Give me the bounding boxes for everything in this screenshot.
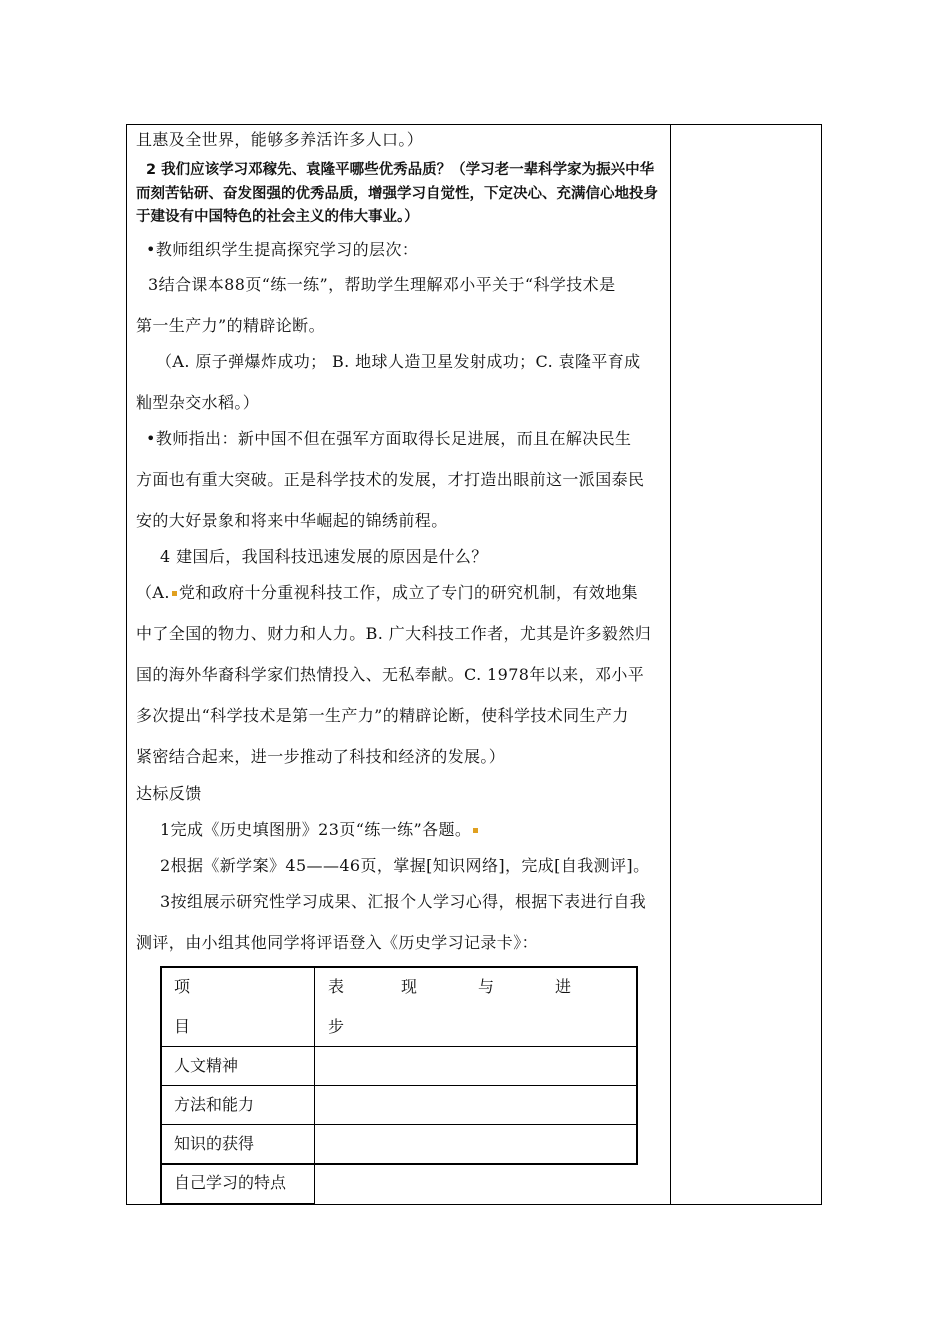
text-segment: 党和政府十分重视科技工作，成立了专门的研究机制，有效地集 — [178, 583, 639, 602]
table-row-label: 方法和能力 — [174, 1095, 255, 1114]
text-segment: （A. — [136, 583, 170, 602]
section-heading: 达标反馈 — [136, 784, 202, 803]
text-line — [160, 820, 480, 840]
answer-options: （A. 原子弹爆炸成功； B. 地球人造卫星发射成功；C. 袁隆平育成 — [156, 352, 641, 371]
header-performance: 与 — [478, 977, 495, 996]
text-line: 多次提出“科学技术是第一生产力”的精辟论断，使科学技术同生产力 — [136, 706, 629, 725]
table-row-label: 人文精神 — [174, 1056, 239, 1075]
table-border — [160, 1203, 315, 1205]
text-line: 3按组展示研究性学习成果、汇报个人学习心得，根据下表进行自我 — [160, 892, 647, 911]
table-border — [636, 966, 638, 1165]
text-line: •教师组织学生提高探究学习的层次： — [146, 240, 419, 259]
question-3: 3结合课本88页“练一练”，帮助学生理解邓小平关于“科学技术是 — [148, 275, 616, 294]
header-performance: 现 — [401, 977, 418, 996]
text-segment: 1完成《历史填图册》23页“练一练”各题。 — [160, 820, 472, 839]
table-border — [160, 1046, 637, 1047]
text-line: •教师指出：新中国不但在强军方面取得长足进展，而且在解决民生 — [146, 429, 632, 448]
outer-table-column-divider — [670, 124, 671, 1205]
text-line: 第一生产力”的精辟论断。 — [136, 316, 325, 335]
table-border — [160, 1163, 637, 1165]
text-line: 籼型杂交水稻。） — [136, 393, 260, 412]
text-line: 安的大好景象和将来中华崛起的锦绣前程。 — [136, 511, 448, 530]
text-line: 于建设有中国特色的社会主义的伟大事业。） — [136, 209, 419, 225]
table-border — [160, 1085, 637, 1086]
header-item: 项 — [174, 977, 191, 996]
header-item: 目 — [174, 1017, 191, 1036]
text-line: 2根据《新学案》45——46页，掌握[知识网络]，完成[自我测评]。 — [160, 856, 650, 875]
header-performance: 表 — [328, 977, 345, 996]
highlight-mark-icon — [473, 828, 478, 833]
table-border — [160, 1124, 637, 1125]
table-border — [314, 966, 315, 1205]
text-line — [136, 583, 638, 603]
question-2: 2 我们应该学习邓稼先、袁隆平哪些优秀品质？（学习老一辈科学家为振兴中华 — [146, 162, 655, 178]
header-performance: 进 — [555, 977, 572, 996]
text-line: 而刻苦钻研、奋发图强的优秀品质，增强学习自觉性，下定决心、充满信心地投身 — [136, 186, 658, 202]
header-performance: 步 — [328, 1017, 345, 1036]
question-4: 4 建国后，我国科技迅速发展的原因是什么？ — [160, 547, 488, 566]
text-line: 中了全国的物力、财力和人力。B. 广大科技工作者，尤其是许多毅然归 — [136, 624, 652, 643]
text-line: 方面也有重大突破。正是科学技术的发展，才打造出眼前这一派国泰民 — [136, 470, 645, 489]
table-row-label: 知识的获得 — [174, 1134, 255, 1153]
table-border — [160, 966, 162, 1205]
table-row-label: 自己学习的特点 — [174, 1173, 287, 1192]
text-line: 测评，由小组其他同学将评语登入《历史学习记录卡》： — [136, 933, 539, 952]
text-line: 紧密结合起来，进一步推动了科技和经济的发展。） — [136, 747, 506, 766]
text-line: 国的海外华裔科学家们热情投入、无私奉献。C. 1978年以来，邓小平 — [136, 665, 645, 684]
highlight-mark-icon — [172, 591, 177, 596]
table-border — [160, 966, 637, 968]
text-line: 且惠及全世界，能够多养活许多人口。） — [136, 130, 424, 149]
